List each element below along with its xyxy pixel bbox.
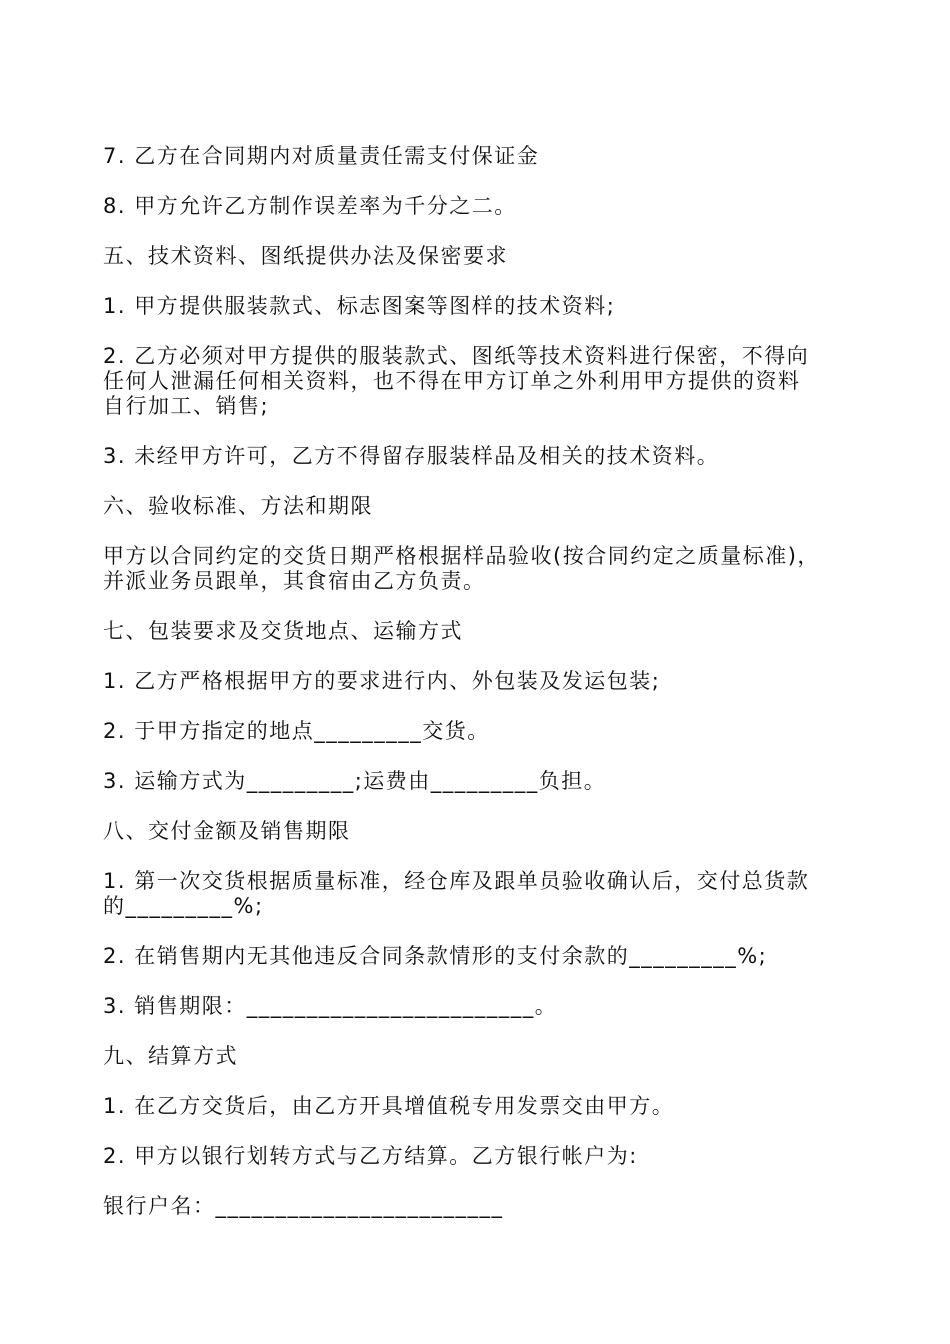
- text-line: 3. 运输方式为_________;运费由_________负担。: [103, 769, 607, 793]
- text-line: 七、包装要求及交货地点、运输方式: [103, 619, 463, 643]
- clause-5-3: [103, 444, 863, 469]
- document-body: [103, 144, 863, 1244]
- text-line: 自行加工、销售;: [103, 394, 270, 418]
- text-line: 甲方以合同约定的交货日期严格根据样品验收(按合同约定之质量标准)，: [103, 544, 820, 568]
- clause-8-1: [103, 869, 863, 919]
- text-line: 银行户名：________________________: [103, 1194, 504, 1218]
- text-line: 1. 乙方严格根据甲方的要求进行内、外包装及发运包装;: [103, 669, 661, 693]
- text-line: 8. 甲方允许乙方制作误差率为千分之二。: [103, 194, 517, 218]
- text-line: 3. 未经甲方许可，乙方不得留存服装样品及相关的技术资料。: [103, 444, 720, 468]
- text-line: 2. 于甲方指定的地点_________交货。: [103, 719, 490, 743]
- section-heading-6: [103, 494, 863, 519]
- text-line: 7. 乙方在合同期内对质量责任需支付保证金: [103, 144, 540, 168]
- text-line: 3. 销售期限：________________________。: [103, 994, 558, 1018]
- text-line: 九、结算方式: [103, 1044, 238, 1068]
- clause-7: [103, 144, 863, 169]
- text-line: 并派业务员跟单，其食宿由乙方负责。: [103, 569, 486, 593]
- text-line: 1. 在乙方交货后，由乙方开具增值税专用发票交由甲方。: [103, 1094, 675, 1118]
- text-line: 六、验收标准、方法和期限: [103, 494, 373, 518]
- text-line: 2. 甲方以银行划转方式与乙方结算。乙方银行帐户为:: [103, 1144, 638, 1168]
- clause-8: [103, 194, 863, 219]
- text-line: 五、技术资料、图纸提供办法及保密要求: [103, 244, 508, 268]
- clause-7-1: [103, 669, 863, 694]
- text-line: 任何人泄漏任何相关资料，也不得在甲方订单之外利用甲方提供的资料: [103, 369, 801, 393]
- text-line: 1. 甲方提供服装款式、标志图案等图样的技术资料;: [103, 294, 616, 318]
- clause-6-body: [103, 544, 863, 594]
- text-line: 2. 乙方必须对甲方提供的服装款式、图纸等技术资料进行保密，不得向: [103, 344, 810, 368]
- text-line: 的_________%;: [103, 894, 264, 918]
- clause-8-2: [103, 944, 863, 969]
- bank-account-name: [103, 1194, 863, 1219]
- clause-5-1: [103, 294, 863, 319]
- clause-5-2: [103, 344, 863, 419]
- clause-8-3: [103, 994, 863, 1019]
- clause-7-3: [103, 769, 863, 794]
- section-heading-7: [103, 619, 863, 644]
- text-line: 1. 第一次交货根据质量标准，经仓库及跟单员验收确认后，交付总货款: [103, 869, 810, 893]
- clause-9-1: [103, 1094, 863, 1119]
- clause-7-2: [103, 719, 863, 744]
- clause-9-2: [103, 1144, 863, 1169]
- section-heading-8: [103, 819, 863, 844]
- text-line: 八、交付金额及销售期限: [103, 819, 351, 843]
- section-heading-5: [103, 244, 863, 269]
- section-heading-9: [103, 1044, 863, 1069]
- text-line: 2. 在销售期内无其他违反合同条款情形的支付余款的_________%;: [103, 944, 768, 968]
